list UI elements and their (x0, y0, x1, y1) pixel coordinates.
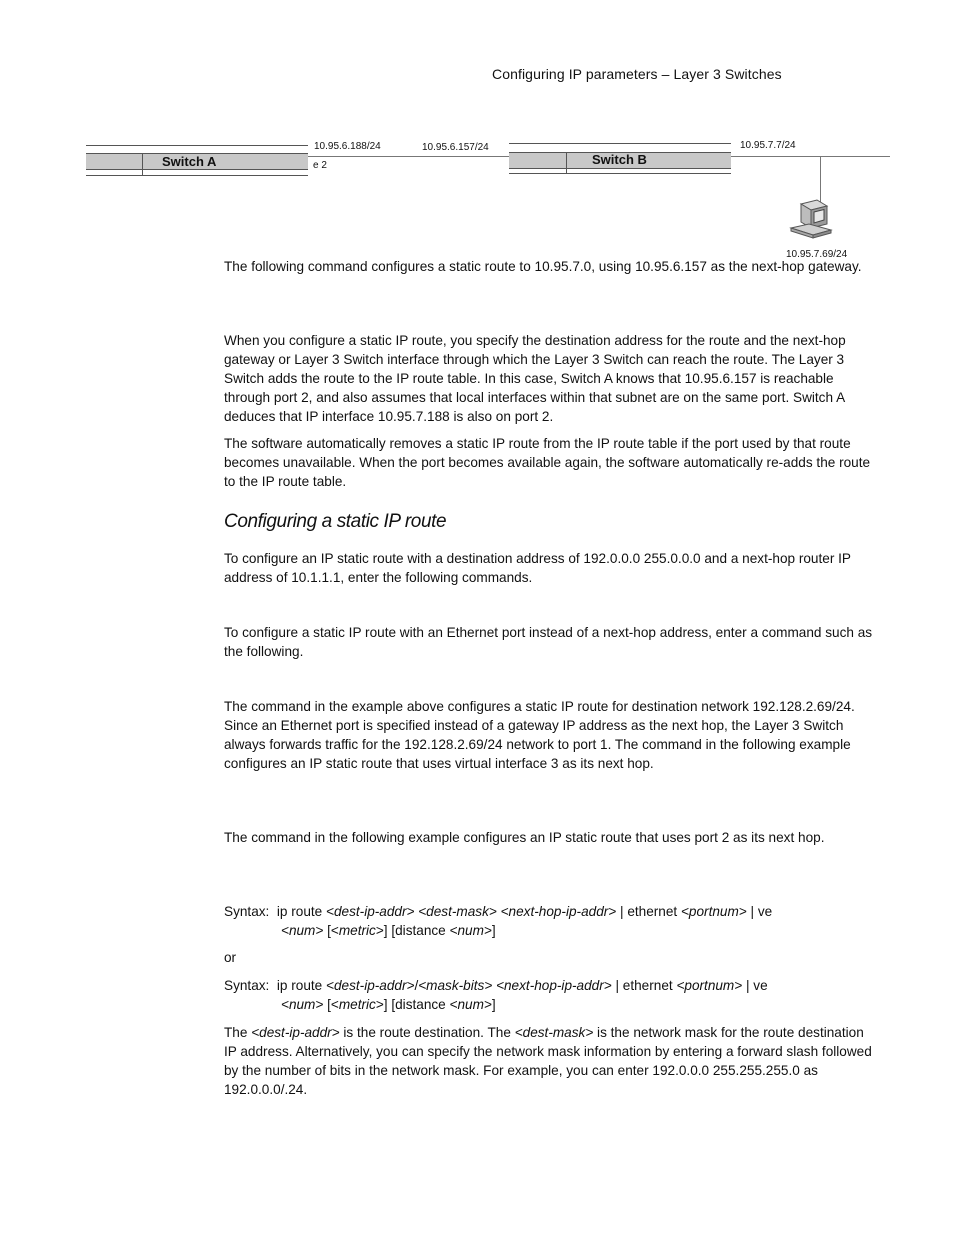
syntax-separator: | (615, 978, 619, 993)
syntax-bracket: ] (491, 997, 496, 1012)
paragraph-static-route-intro (224, 257, 874, 276)
paragraph-text: or (224, 950, 237, 965)
link-lan-host (820, 156, 821, 202)
syntax-label: Syntax: (224, 978, 270, 993)
paragraph-route-removal (224, 434, 874, 491)
text-run-italic: <dest-ip-addr> (251, 1025, 340, 1040)
paragraph-configure-next-hop (224, 549, 874, 587)
switch-a-port: e 2 (313, 160, 327, 171)
syntax-arg: <mask-bits> (418, 978, 493, 993)
paragraph-static-route-explanation (224, 331, 874, 426)
text-run: The (224, 1025, 252, 1040)
computer-icon (787, 198, 835, 242)
link-b-lan (731, 156, 890, 157)
syntax-command: ip route (276, 978, 323, 993)
link-a-b (308, 156, 509, 157)
host-ip: 10.95.7.69/24 (786, 249, 848, 260)
syntax-arg: metric (338, 923, 376, 938)
switch-a-border-top (86, 145, 308, 146)
switch-b-ip-left: 10.95.6.157/24 (422, 142, 489, 153)
syntax-keyword: ethernet (622, 978, 673, 993)
section-title: Configuring a static IP route (224, 511, 447, 532)
switch-a-divider (142, 153, 143, 175)
syntax-arg: <num> (281, 997, 324, 1012)
paragraph-text: To configure an IP static route with a destination address of 192.0.0.0 255.0.0.0 and a next-hop router IP address of 10.1.1.1, enter the following commands. (224, 551, 851, 585)
syntax-bracket: >] [distance (375, 923, 446, 938)
syntax-separator: | ve (750, 904, 773, 919)
switch-b-divider (566, 152, 567, 173)
switch-a-label: Switch A (162, 154, 217, 169)
text-run: is the network mask for the route destination IP address. Alternatively, you can specify the network mask information by entering a forward slash followed by the number of bits in the network mask. For example, you can enter 192.0.0.0 255.255.255.0 as 192.0.0.0/.24. (224, 1025, 872, 1097)
switch-b-border-top (509, 143, 731, 144)
syntax-bracket: [< (327, 997, 339, 1012)
syntax-arg: metric (338, 997, 376, 1012)
paragraph-dest-mask-explanation (224, 1023, 874, 1099)
switch-a-ip: 10.95.6.188/24 (314, 141, 381, 152)
switch-b-ip-right: 10.95.7.7/24 (740, 140, 796, 151)
syntax-block-2 (224, 976, 874, 1014)
switch-b-border-bottom (509, 173, 731, 174)
switch-a-border-bottom (86, 175, 308, 176)
syntax-separator: | ve (745, 978, 768, 993)
syntax-arg: <dest-mask> (418, 904, 497, 919)
syntax-arg: <num> (449, 997, 492, 1012)
paragraph-text: The following command configures a static route to 10.95.7.0, using 10.95.6.157 as the next-hop gateway. (224, 259, 862, 274)
paragraph-configure-ethernet (224, 623, 874, 661)
paragraph-text: When you configure a static IP route, you specify the destination address for the route and the next-hop gateway or Layer 3 Switch interface through which the Layer 3 Switch can reach the route. The Layer 3 Switch adds the route to the IP route table. In this case, Switch A knows that 10.95.6.157 is reachable through port 2, and also assumes that local interfaces within that subnet are on the same port. Switch A deduces that IP interface 10.95.7.188 is also on port 2. (224, 333, 846, 424)
network-diagram (0, 0, 954, 270)
syntax-bracket: >] [distance (375, 997, 446, 1012)
paragraph-text: The software automatically removes a static IP route from the IP route table if the port used by that route becomes unavailable. When the port becomes available again, the software automatically re-adds the route to the IP route table. (224, 436, 871, 489)
syntax-bracket: ] (491, 923, 496, 938)
text-run-italic: <dest-mask> (514, 1025, 594, 1040)
paragraph-text: The command in the example above configures a static IP route for destination network 192.128.2.69/24. Since an Ethernet port is specified instead of a gateway IP address as the next hop, the Layer 3 Switch always forwards traffic for the 192.128.2.69/24 network to port 1. The command in the following example configures an IP static route that uses virtual interface 3 as its next hop. (224, 699, 855, 771)
syntax-arg: <next-hop-ip-addr> (500, 904, 617, 919)
syntax-keyword: ethernet (627, 904, 678, 919)
syntax-command: ip route (276, 904, 323, 919)
syntax-arg: <dest-ip-addr> (326, 978, 415, 993)
switch-b-label: Switch B (592, 152, 647, 167)
syntax-arg: <num> (449, 923, 492, 938)
switch-a-border-low (86, 169, 308, 170)
syntax-or (224, 948, 874, 967)
switch-b-border-low (509, 168, 731, 169)
page-header: Configuring IP parameters – Layer 3 Switches (492, 66, 782, 82)
syntax-slash: / (414, 978, 419, 993)
paragraph-text: The command in the following example configures an IP static route that uses port 2 as its next hop. (224, 830, 825, 845)
syntax-arg: <next-hop-ip-addr> (496, 978, 612, 993)
paragraph-example-explanation (224, 697, 874, 773)
text-run: is the route destination. The (339, 1025, 515, 1040)
syntax-bracket: [< (327, 923, 339, 938)
syntax-block-1 (224, 902, 874, 940)
paragraph-port-example (224, 828, 874, 847)
syntax-arg: <dest-ip-addr> (326, 904, 415, 919)
syntax-arg: <portnum> (680, 904, 747, 919)
paragraph-text (224, 1023, 874, 1099)
paragraph-text: To configure a static IP route with an Ethernet port instead of a next-hop address, enter a command such as the following. (224, 625, 873, 659)
syntax-label: Syntax: (224, 904, 270, 919)
syntax-arg: <portnum> (676, 978, 743, 993)
syntax-separator: | (620, 904, 624, 919)
syntax-arg: <num> (281, 923, 324, 938)
